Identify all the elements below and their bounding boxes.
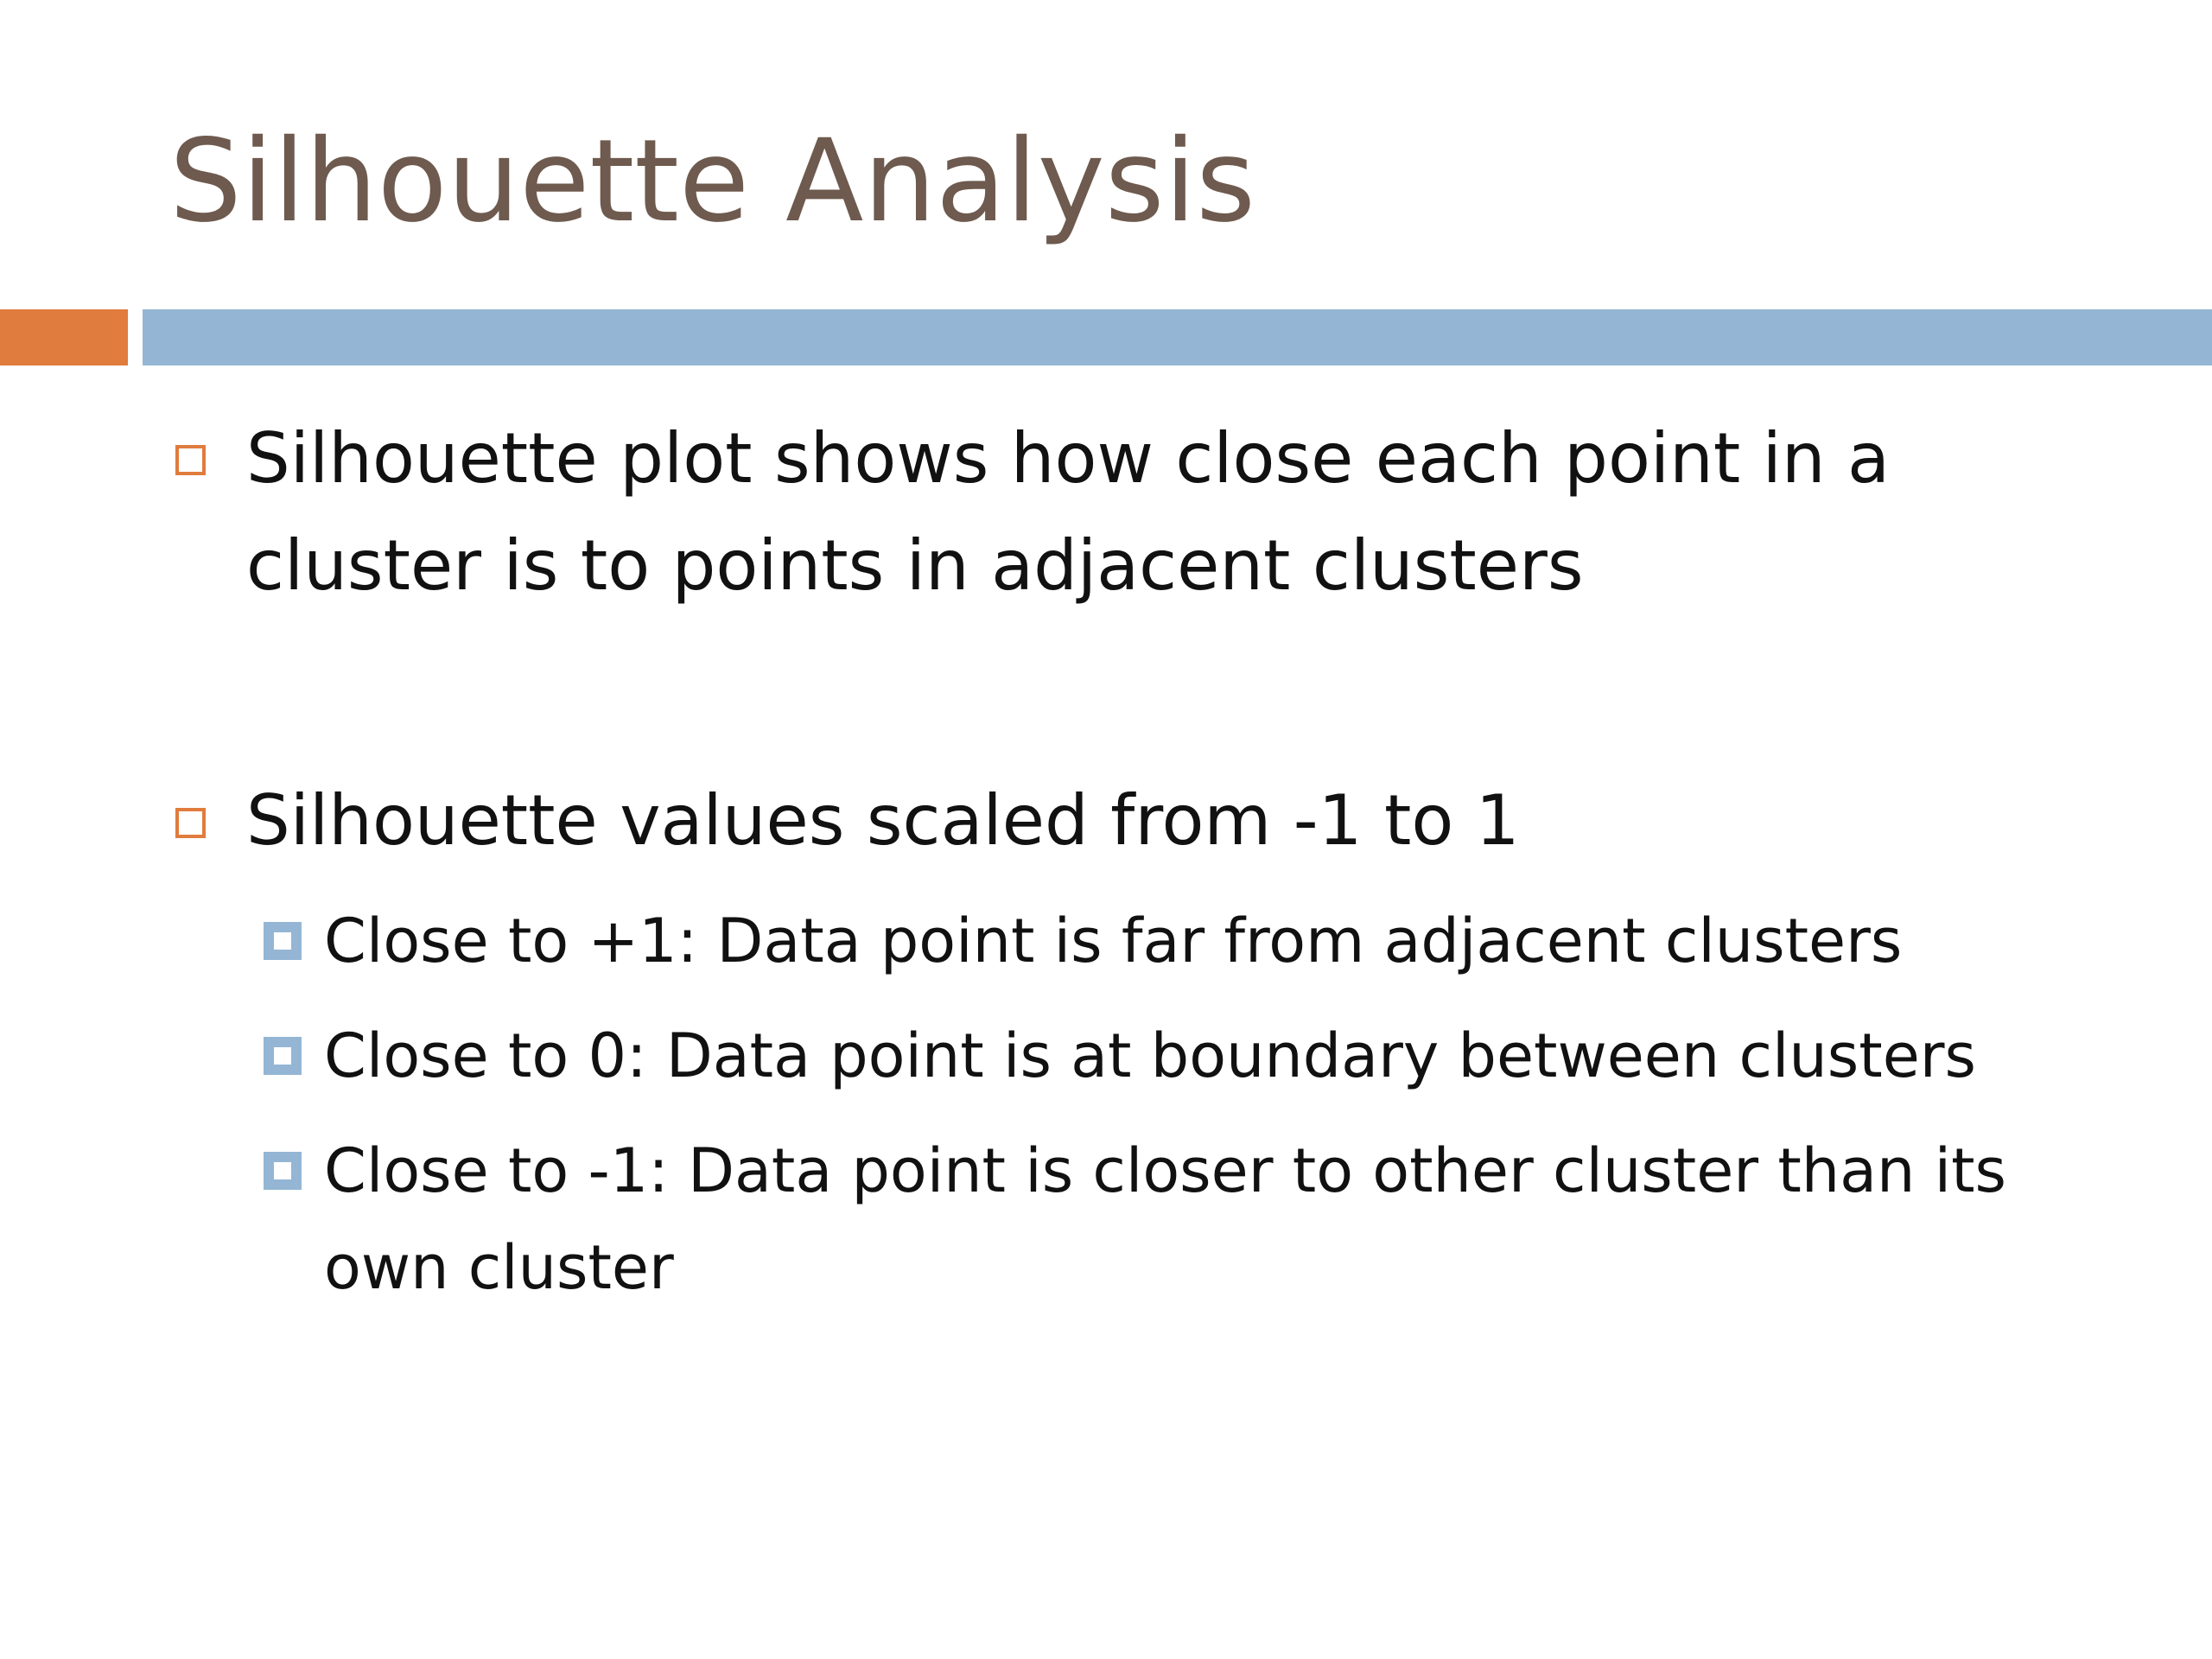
subbullet-square-icon — [264, 922, 302, 960]
subbullet-item-2: Close to 0: Data point is at boundary between clusters — [324, 1020, 1977, 1091]
bullet-item-2: Silhouette values scaled from -1 to 1 — [246, 780, 1520, 861]
accent-bar-orange — [0, 309, 128, 365]
bullet-item-1: Silhouette plot shows how close each point in a cluster is to points in adjacent clusters — [246, 418, 1890, 606]
bullet-square-icon — [175, 445, 206, 475]
bullet-square-icon — [175, 808, 206, 838]
subbullet-item-3: Close to -1: Data point is closer to other cluster than its own cluster — [324, 1135, 2007, 1303]
subbullet-square-icon — [264, 1152, 302, 1190]
subbullet-item-1: Close to +1: Data point is far from adjacent clusters — [324, 906, 1903, 976]
accent-bar-blue — [143, 309, 2212, 365]
subbullet-square-icon — [264, 1037, 302, 1075]
slide-title: Silhouette Analysis — [169, 115, 1255, 248]
